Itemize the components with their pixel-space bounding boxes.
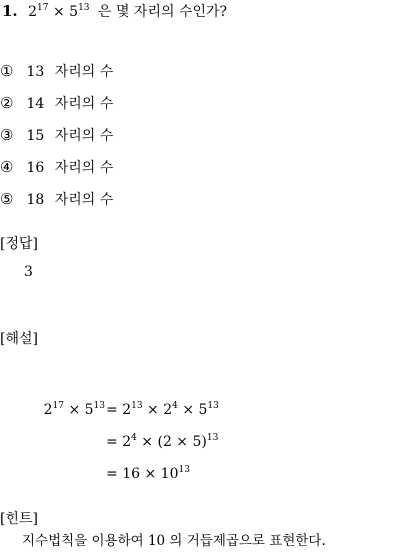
choice-1[interactable] <box>0 64 113 79</box>
hint-text: 지수법칙을 이용하여 10 의 거듭제곱으로 표현한다. <box>22 533 326 549</box>
choice-suffix: 자리의 수 <box>54 128 114 144</box>
hint-label: [힌트] <box>0 511 38 527</box>
answer-value: 3 <box>24 264 33 280</box>
question-text: 은 몇 자리의 수인가? <box>97 4 228 20</box>
equation-rhs-1: = $2^{13} \times 2^4 \times 5^{13}$ <box>106 401 219 418</box>
choice-5[interactable] <box>0 192 113 207</box>
choice-2[interactable] <box>0 96 113 111</box>
choice-mark: ① <box>0 62 14 80</box>
choice-value: 15 <box>26 128 45 144</box>
answer-label: [정답] <box>0 236 38 252</box>
choice-mark: ⑤ <box>0 190 14 208</box>
choice-value: 13 <box>26 64 45 80</box>
choice-mark: ③ <box>0 126 14 144</box>
choice-suffix: 자리의 수 <box>54 160 114 176</box>
equation-rhs-3: = $16 \times 10^{13}$ <box>106 465 190 482</box>
equation-lhs: $2^{17} \times 5^{13}$ <box>43 401 105 418</box>
choice-value: 18 <box>26 192 45 208</box>
question <box>2 4 227 19</box>
question-expression: $2^{17} \times 5^{13}$ <box>28 3 90 20</box>
equation-rhs-2: = $2^4 \times (2 \times 5)^{13}$ <box>106 433 219 450</box>
choice-mark: ② <box>0 94 14 112</box>
choice-value: 14 <box>26 96 45 112</box>
choice-suffix: 자리의 수 <box>54 192 114 208</box>
choice-4[interactable] <box>0 160 113 175</box>
choice-mark: ④ <box>0 158 14 176</box>
question-number: 1. <box>2 2 18 20</box>
choice-value: 16 <box>26 160 45 176</box>
choice-3[interactable] <box>0 128 113 143</box>
explanation-label: [해설] <box>0 331 38 347</box>
choice-suffix: 자리의 수 <box>54 96 114 112</box>
choice-suffix: 자리의 수 <box>54 64 114 80</box>
